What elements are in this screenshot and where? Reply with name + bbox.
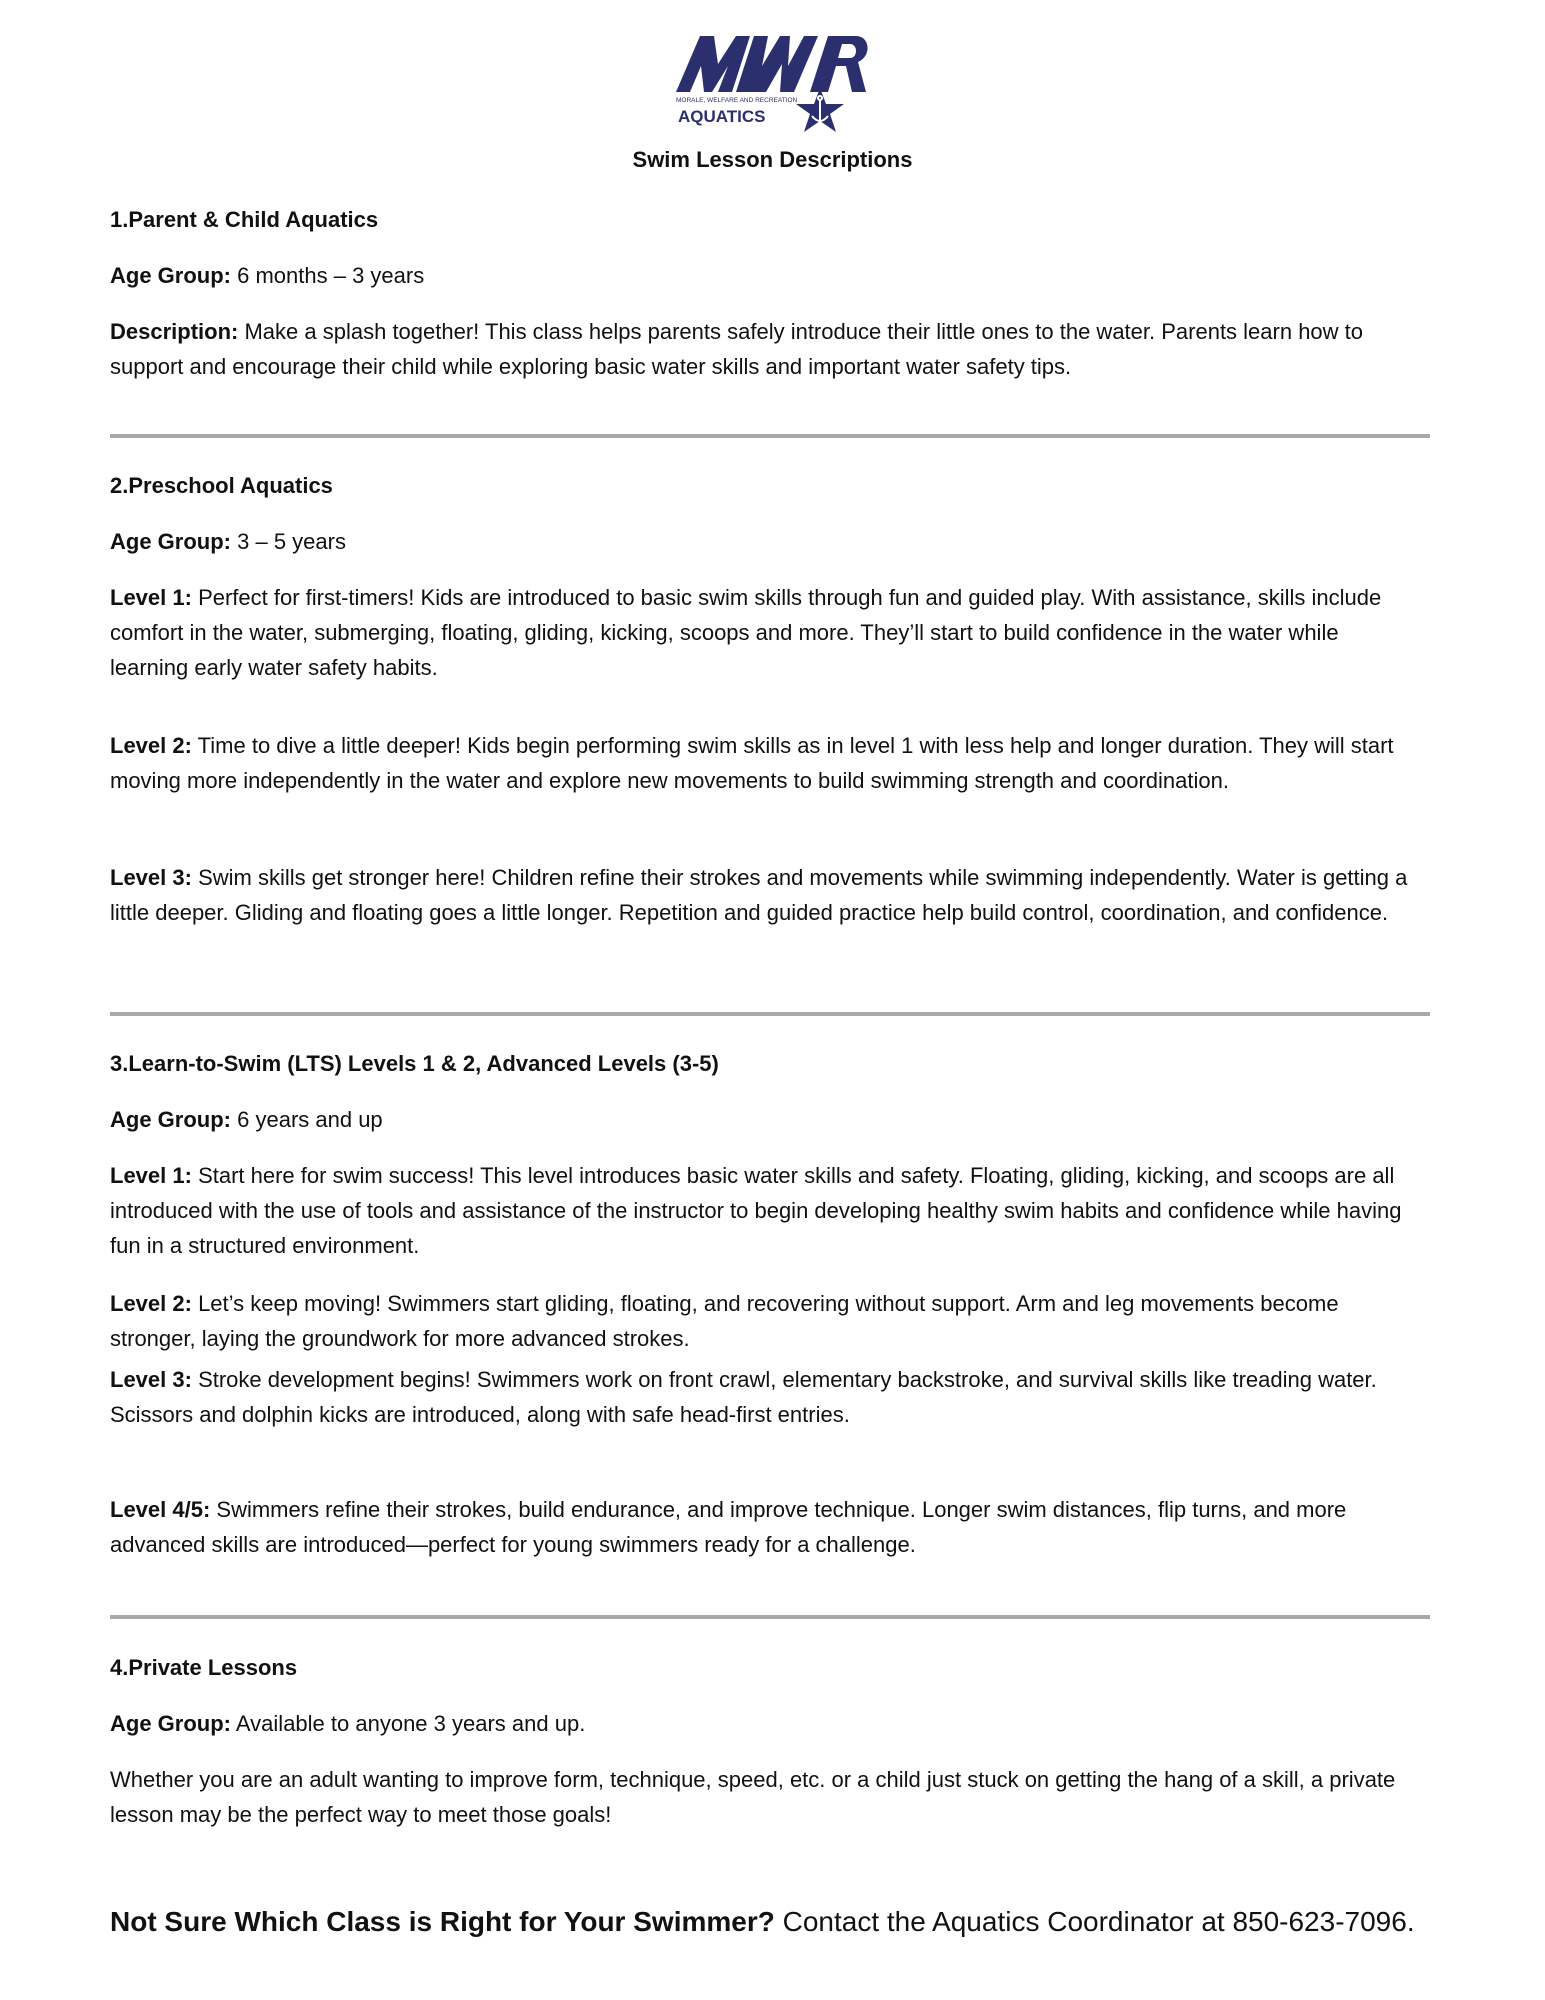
description-text: Make a splash together! This class helps parents safely introduce their little ones to the water. Parents learn how to support and encourage their child while exploring basic water skills and important water safety tips. [110, 319, 1364, 379]
section-2-level-1 [110, 580, 1410, 685]
section-3-heading: 3.Learn-to-Swim (LTS) Levels 1 & 2, Advanced Levels (3-5) [110, 1051, 719, 1076]
level-label: Level 3: [110, 1367, 192, 1392]
section-1-age-group [110, 258, 1410, 293]
footer-question: Not Sure Which Class is Right for Your Swimmer? [110, 1906, 775, 1937]
level-label: Level 1: [110, 1163, 192, 1188]
level-text: Stroke development begins! Swimmers work on front crawl, elementary backstroke, and survival skills like treading water. Scissors and dolphin kicks are introduced, along with safe head-first entries. [110, 1367, 1377, 1427]
level-text: Swim skills get stronger here! Children refine their strokes and movements while swimming independently. Water is getting a little deeper. Gliding and floating goes a little longer. Repetition and guided practice help build control, coordination, and confidence. [110, 865, 1408, 925]
section-divider [110, 434, 1430, 438]
section-3-level-1 [110, 1158, 1410, 1263]
logo-graphic [670, 30, 870, 142]
age-group-value: Available to anyone 3 years and up. [235, 1711, 586, 1736]
level-text: Swimmers refine their strokes, build endurance, and improve technique. Longer swim distances, flip turns, and more advanced skills are introduced—perfect for young swimmers ready for a challenge. [110, 1497, 1347, 1557]
section-2-level-3 [110, 860, 1410, 930]
age-group-label: Age Group: [110, 1711, 231, 1736]
logo-tagline: MORALE, WELFARE AND RECREATION [676, 97, 798, 104]
age-group-label: Age Group: [110, 529, 231, 554]
level-label: Level 3: [110, 865, 192, 890]
section-3-level-2 [110, 1286, 1410, 1356]
section-4-age-group [110, 1706, 1410, 1741]
level-text: Perfect for first-timers! Kids are introduced to basic swim skills through fun and guided play. With assistance, skills include comfort in the water, submerging, floating, gliding, kicking, scoops and more. They’ll start to build confidence in the water while learning early water safety habits. [110, 585, 1382, 680]
mwr-aquatics-logo [0, 30, 1545, 142]
document-title: Swim Lesson Descriptions [632, 147, 913, 172]
age-group-value: 6 months – 3 years [237, 263, 425, 288]
section-3-level-3 [110, 1362, 1410, 1432]
section-divider [110, 1012, 1430, 1016]
level-label: Level 1: [110, 585, 192, 610]
section-1-description [110, 314, 1410, 384]
section-4-body: Whether you are an adult wanting to improve form, technique, speed, etc. or a child just stuck on getting the hang of a skill, a private lesson may be the perfect way to meet those goals! [110, 1767, 1396, 1827]
age-group-label: Age Group: [110, 263, 231, 288]
section-3-level-4-5 [110, 1492, 1410, 1562]
age-group-value: 3 – 5 years [237, 529, 346, 554]
age-group-value: 6 years and up [237, 1107, 383, 1132]
section-1-heading: 1.Parent & Child Aquatics [110, 207, 379, 232]
level-label: Level 2: [110, 1291, 192, 1316]
section-2-age-group [110, 524, 1410, 559]
age-group-label: Age Group: [110, 1107, 231, 1132]
section-divider [110, 1615, 1430, 1619]
logo-wordmark: AQUATICS [678, 107, 766, 126]
section-3-age-group [110, 1102, 1410, 1137]
section-2-level-2 [110, 728, 1410, 798]
contact-footer [110, 1902, 1450, 1942]
level-text: Let’s keep moving! Swimmers start gliding, floating, and recovering without support. Arm and leg movements become stronger, laying the groundwork for more advanced strokes. [110, 1291, 1339, 1351]
level-text: Time to dive a little deeper! Kids begin performing swim skills as in level 1 with less help and longer duration. They will start moving more independently in the water and explore new movements to build swimming strength and coordination. [110, 733, 1394, 793]
section-2-heading: 2.Preschool Aquatics [110, 473, 333, 498]
section-4-heading: 4.Private Lessons [110, 1655, 298, 1680]
level-text: Start here for swim success! This level introduces basic water skills and safety. Floating, gliding, kicking, and scoops are all introduced with the use of tools and assistance of the instructor to begin developing healthy swim habits and confidence while having fun in a structured environment. [110, 1163, 1402, 1258]
description-label: Description: [110, 319, 239, 344]
level-label: Level 2: [110, 733, 192, 758]
footer-contact: Contact the Aquatics Coordinator at 850-623-7096. [782, 1906, 1415, 1937]
level-label: Level 4/5: [110, 1497, 211, 1522]
